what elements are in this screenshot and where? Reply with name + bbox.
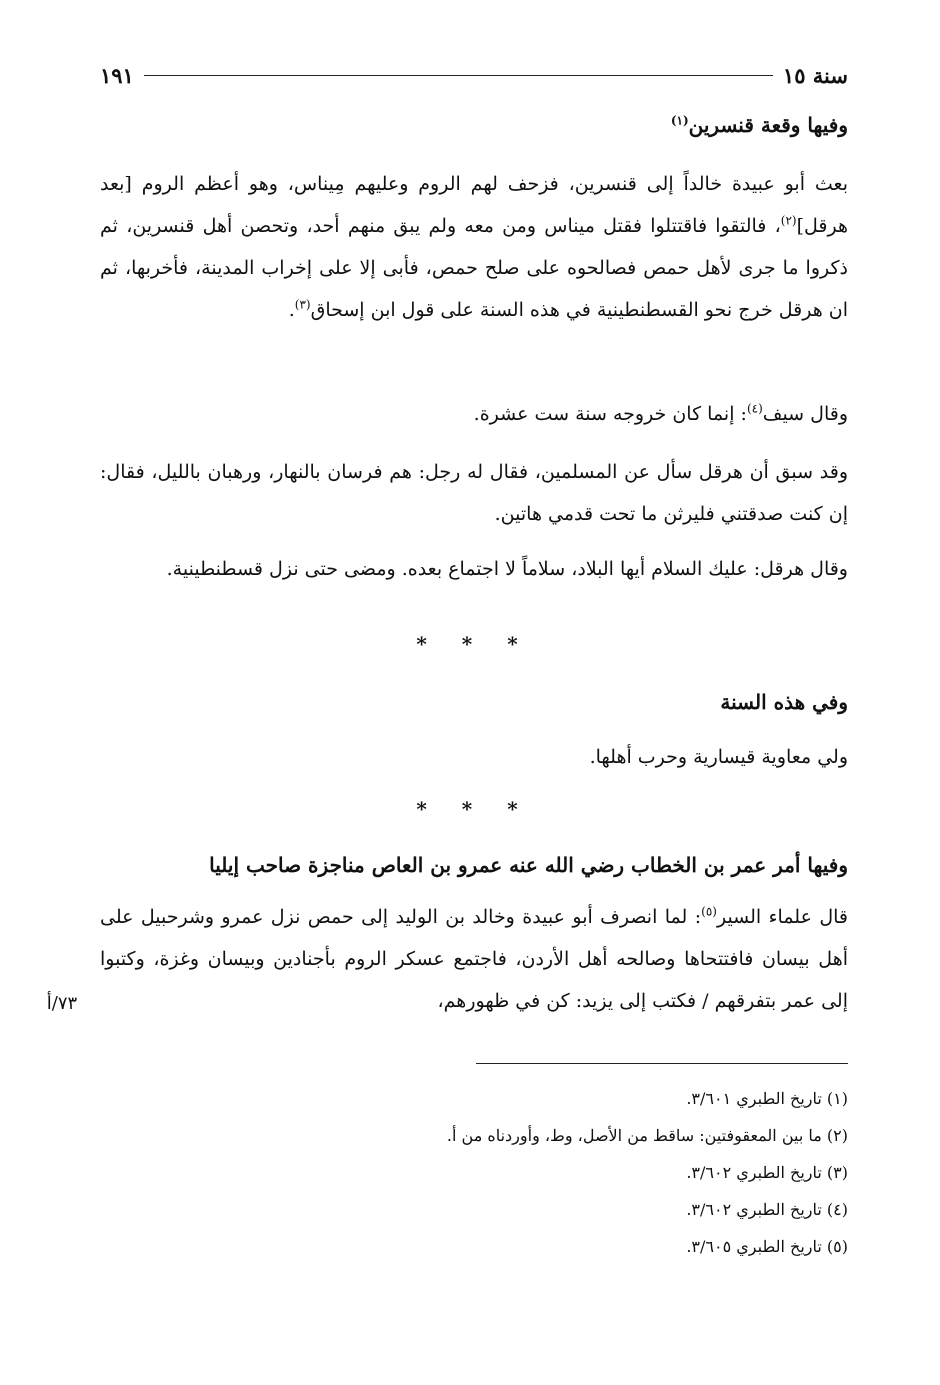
section-heading: وفي هذه السنة xyxy=(720,690,848,714)
paragraph: وقال سيف$^{(٤)}$: إنما كان خروجه سنة ست عشرة. xyxy=(473,401,848,425)
section-separator: * * * xyxy=(416,797,532,821)
section-qinnasrin-heading xyxy=(100,108,848,142)
footnote-ref: (٣) xyxy=(294,297,311,312)
page-number: ١٩١ xyxy=(100,62,134,88)
paragraph: ولي معاوية قيسارية وحرب أهلها. xyxy=(589,746,848,768)
footnote-ref: (٥) xyxy=(701,904,717,919)
paragraph: قال علماء السير$^{(٥)}$: لما انصرف أبو عبيدة وخالد بن الوليد إلى حمص نزل عمرو وشرحبيل على أهل بيسان فافتتحاها وصالحه أهل الأردن، فاجتمع عسكر الروم بأجنادين وبيسان وغزة، وكتبوا إلى عمر بتفرقهم / فكتب إلى يزيد: كن في ظهورهم، xyxy=(100,904,849,1012)
footnote-ref: (٢) xyxy=(780,213,797,228)
footnote-ref: (١) xyxy=(670,113,689,128)
footnote: (٢) ما بين المعقوفتين: ساقط من الأصل، وط، وأوردناه من أ. xyxy=(446,1126,848,1145)
manuscript-folio-note: ٧٣/أ xyxy=(46,993,78,1014)
section-separator: * * * xyxy=(416,632,532,656)
footnote: (٥) تاريخ الطبري ٣/٦٠٥. xyxy=(686,1237,848,1256)
running-head: سنة ١٥ xyxy=(782,62,848,88)
footnote-rule xyxy=(476,1063,848,1064)
paragraph: وقد سبق أن هرقل سأل عن المسلمين، فقال له رجل: هم فرسان بالنهار، ورهبان بالليل، فقال: إن كنت صدقتني فليرثن ما تحت قدمي هاتين. xyxy=(100,461,848,525)
page-header xyxy=(100,58,848,92)
paragraph: وقال هرقل: عليك السلام أيها البلاد، سلاماً لا اجتماع بعده. ومضى حتى نزل قسطنطينية. xyxy=(166,558,848,580)
paragraph: بعث أبو عبيدة خالداً إلى قنسرين، فزحف لهم الروم وعليهم مِيناس، وهو أعظم الروم [بعد هرقل]$^{(٢)}$، فالتقوا فاقتتلوا فقتل ميناس ومن معه ولم يبق منهم أحد، وتحصن أهل قنسرين، ثم ذكروا ما جرى لأهل حمص فصالحوه على صلح حمص، فأبى إلا على إخراب المدينة، فأخربها، ثم ان هرقل خرج نحو القسطنطينية في هذه السنة على قول ابن إسحاق$^{(٣)}$. xyxy=(100,173,848,321)
footnote: (٤) تاريخ الطبري ٣/٦٠٢. xyxy=(686,1200,848,1219)
section-heading: وفيها وقعة قنسرين xyxy=(688,113,848,137)
header-rule xyxy=(144,75,773,76)
footnote: (١) تاريخ الطبري ٣/٦٠١. xyxy=(686,1089,848,1108)
footnote-ref: (٤) xyxy=(746,401,763,416)
footnotes xyxy=(300,1080,848,1265)
footnote: (٣) تاريخ الطبري ٣/٦٠٢. xyxy=(686,1163,848,1182)
section-heading: وفيها أمر عمر بن الخطاب رضي الله عنه عمرو بن العاص مناجزة صاحب إيليا xyxy=(209,853,848,877)
section-qinnasrin-body xyxy=(100,163,848,331)
